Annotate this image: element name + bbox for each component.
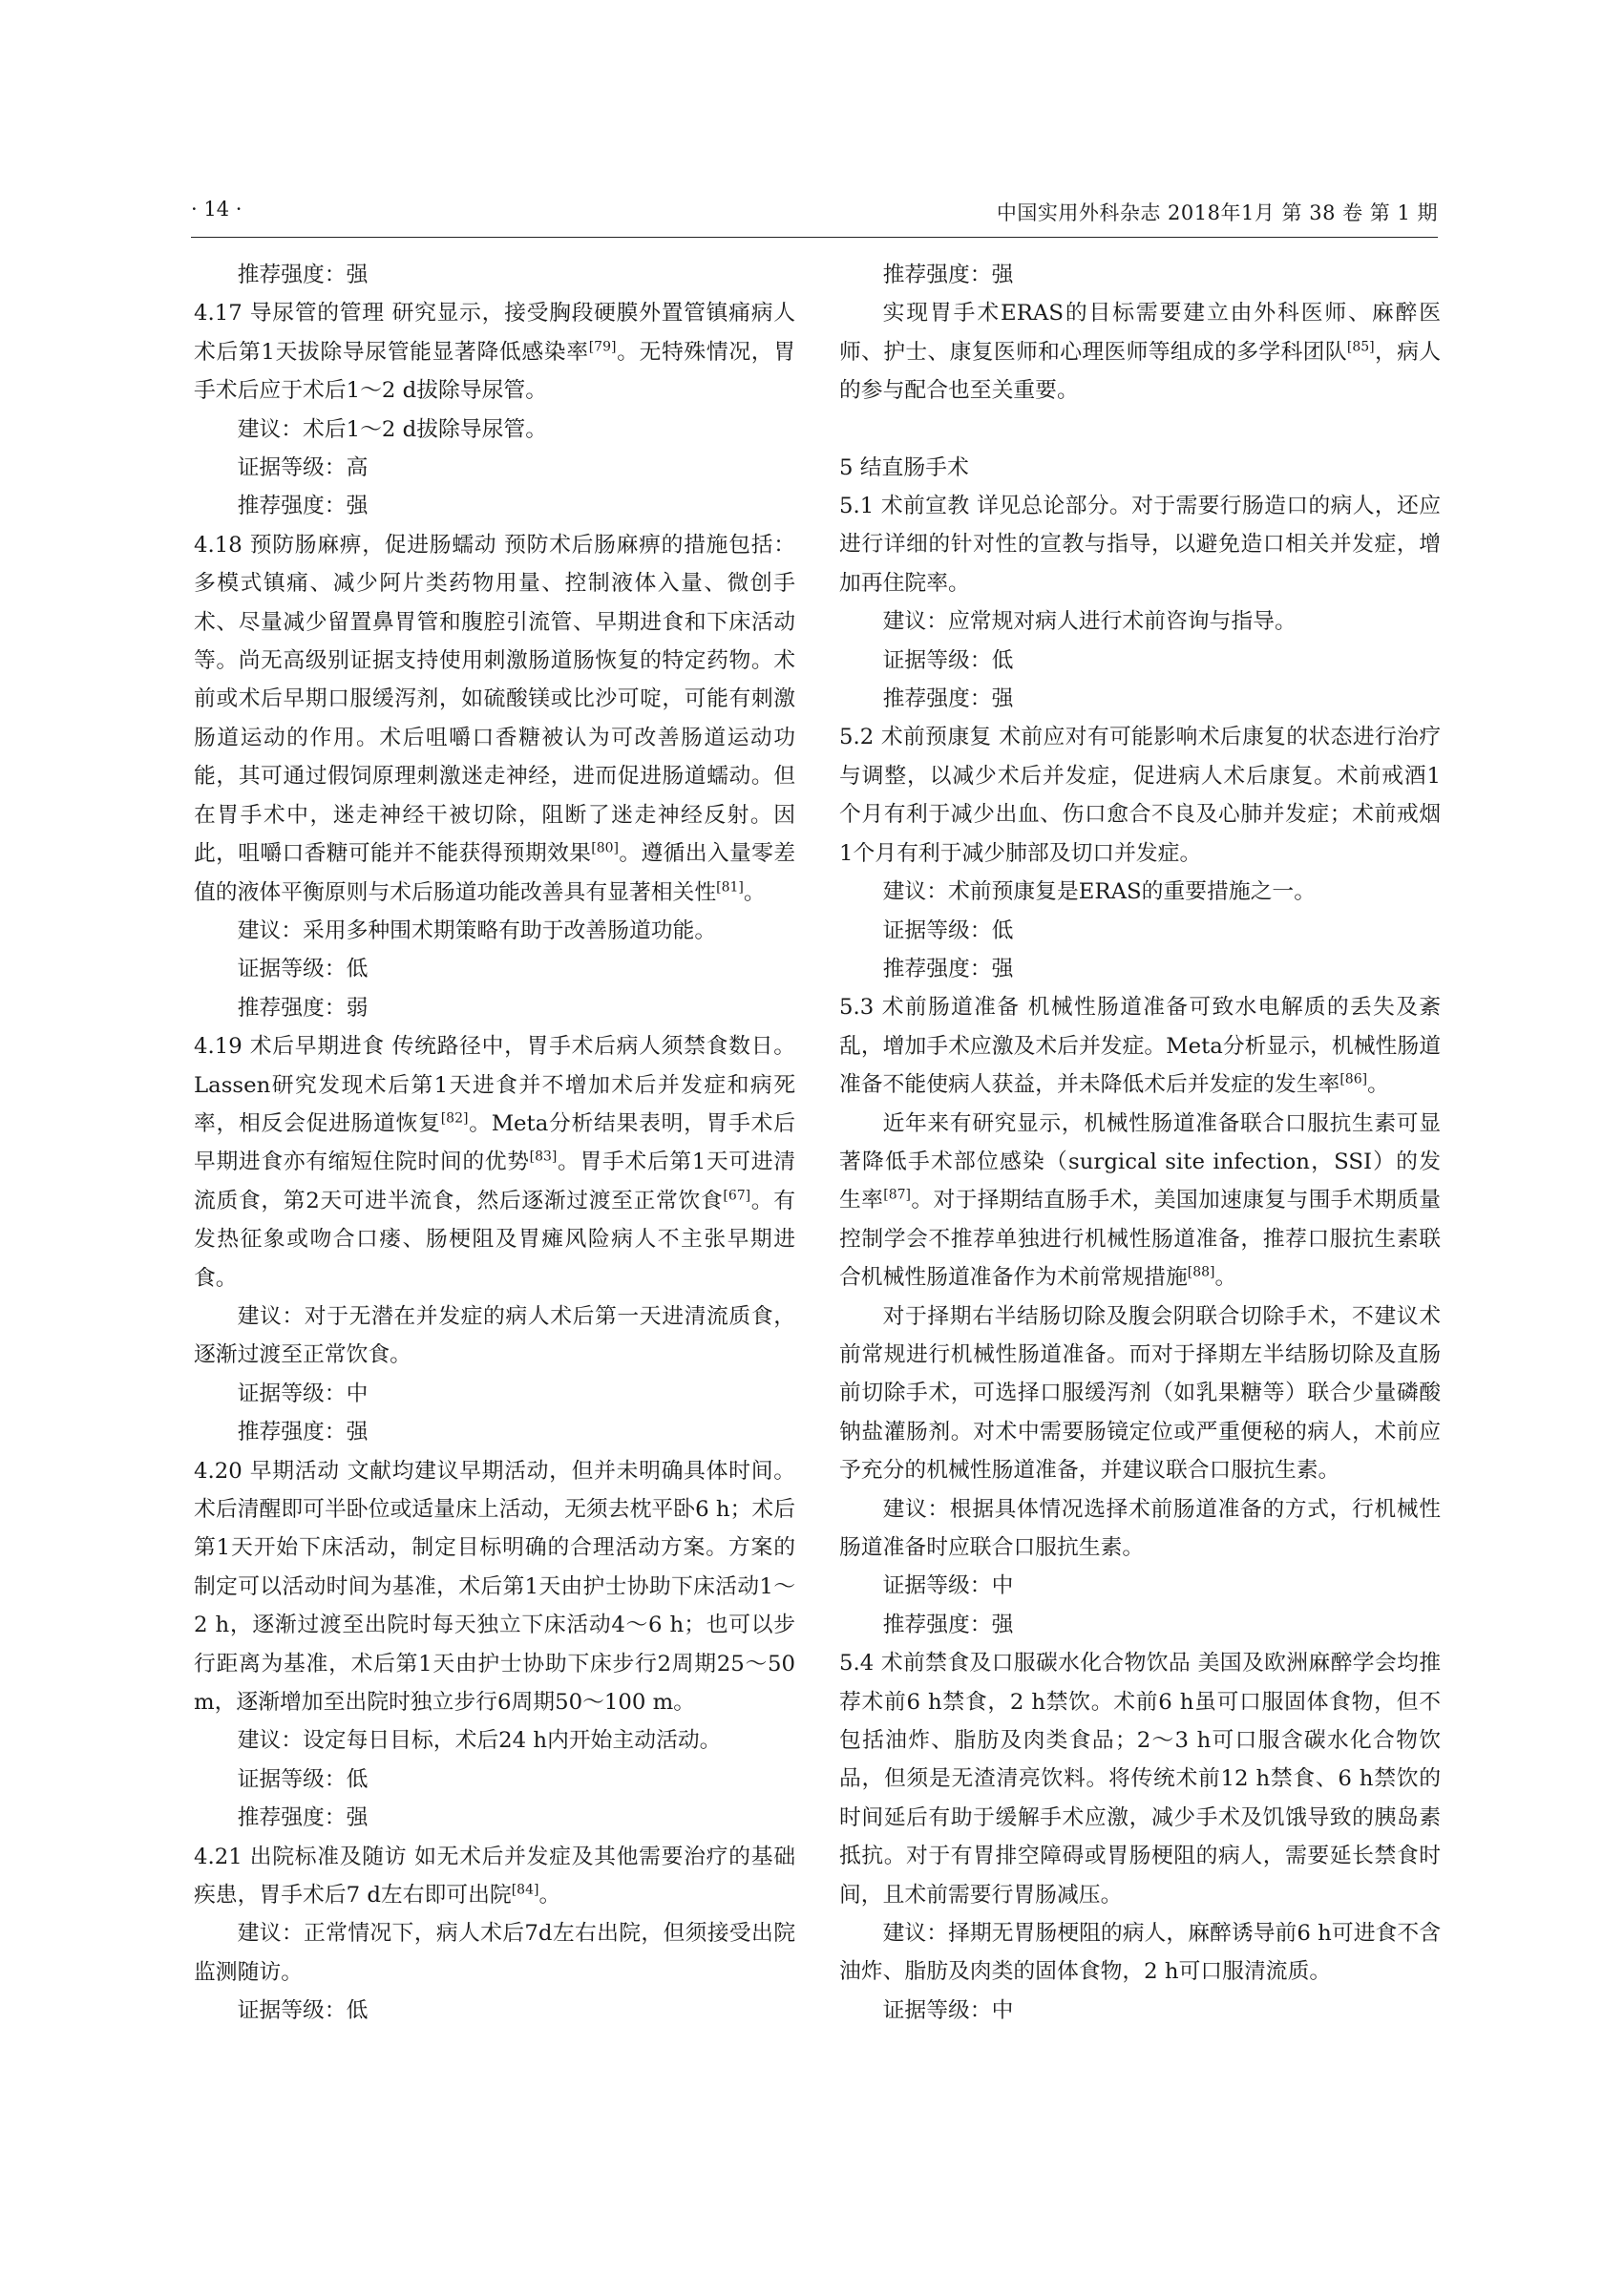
citation: [83] — [529, 1149, 558, 1165]
evidence-level: 证据等级：中 — [882, 1997, 1014, 2023]
section-4-20: 4.20 早期活动 文献均建议早期活动，但并未明确具体时间。术后清醒即可半卧位或适量床上活动，无须去枕平卧6 h；术后第1天开始下床活动，制定目标明确的合理活动方案。方案的制定可以活动时间为基准，术后第1天由护士协助下床活动1～2 h，逐渐过渡至出院时每天独立下床活动4～6 h；也可以步行距离为基准，术后第1天由护士协助下床步行2周期25～50 m，逐渐增加至出院时独立步行6周期50～100 m。 — [194, 1458, 795, 1716]
evidence-level: 证据等级：中 — [237, 1381, 369, 1406]
paragraph-antibiotics: 近年来有研究显示，机械性肠道准备联合口服抗生素可显著降低手术部位感染（surgical site infection，SSI）的发生率[87]。对于择期结直肠手术，美国加速康复与围手术期质量控制学会不推荐单独进行机械性肠道准备，推荐口服抗生素联合机械性肠道准备作为术前常规措施[88]。 — [839, 1110, 1441, 1291]
recommendation: 建议：择期无胃肠梗阻的病人，麻醉诱导前6 h可进食不含油炸、脂肪及肉类的固体食物，2 h可口服清流质。 — [839, 1921, 1441, 1985]
recommendation: 建议：正常情况下，病人术后7d左右出院，但须接受出院监测随访。 — [194, 1921, 795, 1985]
recommendation-strength: 推荐强度：强 — [237, 494, 369, 519]
citation: [85] — [1346, 339, 1375, 355]
paragraph-mdt: 实现胃手术ERAS的目标需要建立由外科医师、麻醉医师、护士、康复医师和心理医师等组成的多学科团队[85]，病人的参与配合也至关重要。 — [839, 301, 1441, 404]
section-4-17: 4.17 导尿管的管理 研究显示，接受胸段硬膜外置管镇痛病人术后第1天拔除导尿管能显著降低感染率[79]。无特殊情况，胃手术后应于术后1～2 d拔除导尿管。 — [194, 301, 796, 404]
right-column — [839, 256, 1441, 2030]
header-rule — [191, 237, 1438, 238]
citation: [84] — [511, 1882, 539, 1898]
recommendation-strength: 推荐强度：强 — [882, 956, 1014, 981]
evidence-level: 证据等级：低 — [882, 647, 1014, 673]
recommendation: 建议：术前预康复是ERAS的重要措施之一。 — [882, 879, 1317, 905]
section-heading-5: 5 结直肠手术 — [839, 454, 969, 480]
recommendation-strength: 推荐强度：弱 — [237, 995, 369, 1021]
evidence-level: 证据等级：低 — [237, 1998, 369, 2024]
recommendation-strength: 推荐强度：强 — [237, 1805, 369, 1831]
journal-title: 中国实用外科杂志 2018年1月 第 38 卷 第 1 期 — [996, 201, 1438, 224]
section-4-19: 4.19 术后早期进食 传统路径中，胃手术后病人须禁食数日。Lassen研究发现术后第1天进食并不增加术后并发症和病死率，相反会促进肠道恢复[82]。Meta分析结果表明，胃手术后早期进食亦有缩短住院时间的优势[83]。胃手术后第1天可进清流质食，第2天可进半流食，然后逐渐过渡至正常饮食[67]。有发热征象或吻合口瘘、肠梗阻及胃瘫风险病人不主张早期进食。 — [194, 1034, 796, 1291]
recommendation: 建议：应常规对病人进行术前咨询与指导。 — [882, 609, 1297, 635]
section-5-3: 5.3 术前肠道准备 机械性肠道准备可致水电解质的丢失及紊乱，增加手术应激及术后并发症。Meta分析显示，机械性肠道准备不能使病人获益，并未降低术后并发症的发生率[86]。 — [839, 995, 1441, 1098]
citation: [67] — [723, 1188, 751, 1204]
evidence-level: 证据等级：低 — [237, 1766, 369, 1792]
citation: [81] — [716, 878, 744, 895]
section-5-2: 5.2 术前预康复 术前应对有可能影响术后康复的状态进行治疗与调整，以减少术后并发症，促进病人术后康复。术前戒酒1个月有利于减少出血、伤口愈合不良及心肺并发症；术前戒烟1个月有利于减少肺部及切口并发症。 — [839, 725, 1441, 866]
citation: [86] — [1339, 1071, 1368, 1087]
citation: [87] — [883, 1187, 911, 1203]
citation: [88] — [1187, 1264, 1215, 1280]
page-number: · 14 · — [191, 198, 243, 221]
recommendation: 建议：对于无潜在并发症的病人术后第一天进清流质食，逐渐过渡至正常饮食。 — [194, 1303, 795, 1368]
citation: [82] — [440, 1110, 469, 1127]
section-5-4: 5.4 术前禁食及口服碳水化合物饮品 美国及欧洲麻醉学会均推荐术前6 h禁食，2 h禁饮。术前6 h虽可口服固体食物，但不包括油炸、脂肪及肉类食品；2～3 h可口服含碳水化合物饮品，但须是无渣清亮饮料。将传统术前12 h禁食、6 h禁饮的时间延后有助于缓解手术应激，减少手术及饥饿导致的胰岛素抵抗。对于有胃排空障碍或胃肠梗阻的病人，需要延长禁食时间，且术前需要行胃肠减压。 — [839, 1651, 1441, 1908]
evidence-level: 证据等级：低 — [237, 957, 369, 982]
section-4-18: 4.18 预防肠麻痹，促进肠蠕动 预防术后肠麻痹的措施包括：多模式镇痛、减少阿片类药物用量、控制液体入量、微创手术、尽量减少留置鼻胃管和腹腔引流管、早期进食和下床活动等。尚无高级别证据支持使用刺激肠道肠恢复的特定药物。术前或术后早期口服缓泻剂，如硫酸镁或比沙可啶，可能有刺激肠道运动的作用。术后咀嚼口香糖被认为可改善肠道运动功能，其可通过假饲原理刺激迷走神经，进而促进肠道蠕动。但在胃手术中，迷走神经干被切除，阻断了迷走神经反射。因此，咀嚼口香糖可能并不能获得预期效果[80]。遵循出入量零差值的液体平衡原则与术后肠道功能改善具有显著相关性[81]。 — [194, 532, 795, 905]
recommendation: 建议：术后1～2 d拔除导尿管。 — [237, 416, 548, 442]
evidence-level: 证据等级：低 — [882, 918, 1014, 943]
page-header — [191, 198, 1438, 236]
section-4-21: 4.21 出院标准及随访 如无术后并发症及其他需要治疗的基础疾患，胃手术后7 d左右即可出院[84]。 — [194, 1844, 795, 1909]
recommendation-strength: 推荐强度：强 — [882, 1612, 1014, 1637]
recommendation: 建议：采用多种围术期策略有助于改善肠道功能。 — [237, 918, 717, 943]
section-5-1: 5.1 术前宣教 详见总论部分。对于需要行肠造口的病人，还应进行详细的针对性的宣教与指导，以避免造口相关并发症，增加再住院率。 — [839, 494, 1441, 596]
paragraph-colectomy: 对于择期右半结肠切除及腹会阴联合切除手术，不建议术前常规进行机械性肠道准备。而对于择期左半结肠切除及直肠前切除手术，可选择口服缓泻剂（如乳果糖等）联合少量磷酸钠盐灌肠剂。对术中需要肠镜定位或严重便秘的病人，术前应予充分的机械性肠道准备，并建议联合口服抗生素。 — [839, 1303, 1441, 1484]
recommendation-strength: 推荐强度：强 — [882, 263, 1014, 287]
left-column — [194, 256, 795, 2031]
evidence-level: 证据等级：高 — [237, 455, 369, 481]
citation: [80] — [591, 840, 619, 856]
recommendation-strength: 推荐强度：强 — [882, 686, 1014, 712]
recommendation: 建议：设定每日目标，术后24 h内开始主动活动。 — [237, 1728, 722, 1754]
recommendation-strength: 推荐强度：强 — [237, 263, 369, 287]
evidence-level: 证据等级：中 — [882, 1573, 1014, 1599]
recommendation: 建议：根据具体情况选择术前肠道准备的方式，行机械性肠道准备时应联合口服抗生素。 — [839, 1496, 1441, 1560]
recommendation-strength: 推荐强度：强 — [237, 1420, 369, 1445]
citation: [79] — [588, 339, 617, 355]
